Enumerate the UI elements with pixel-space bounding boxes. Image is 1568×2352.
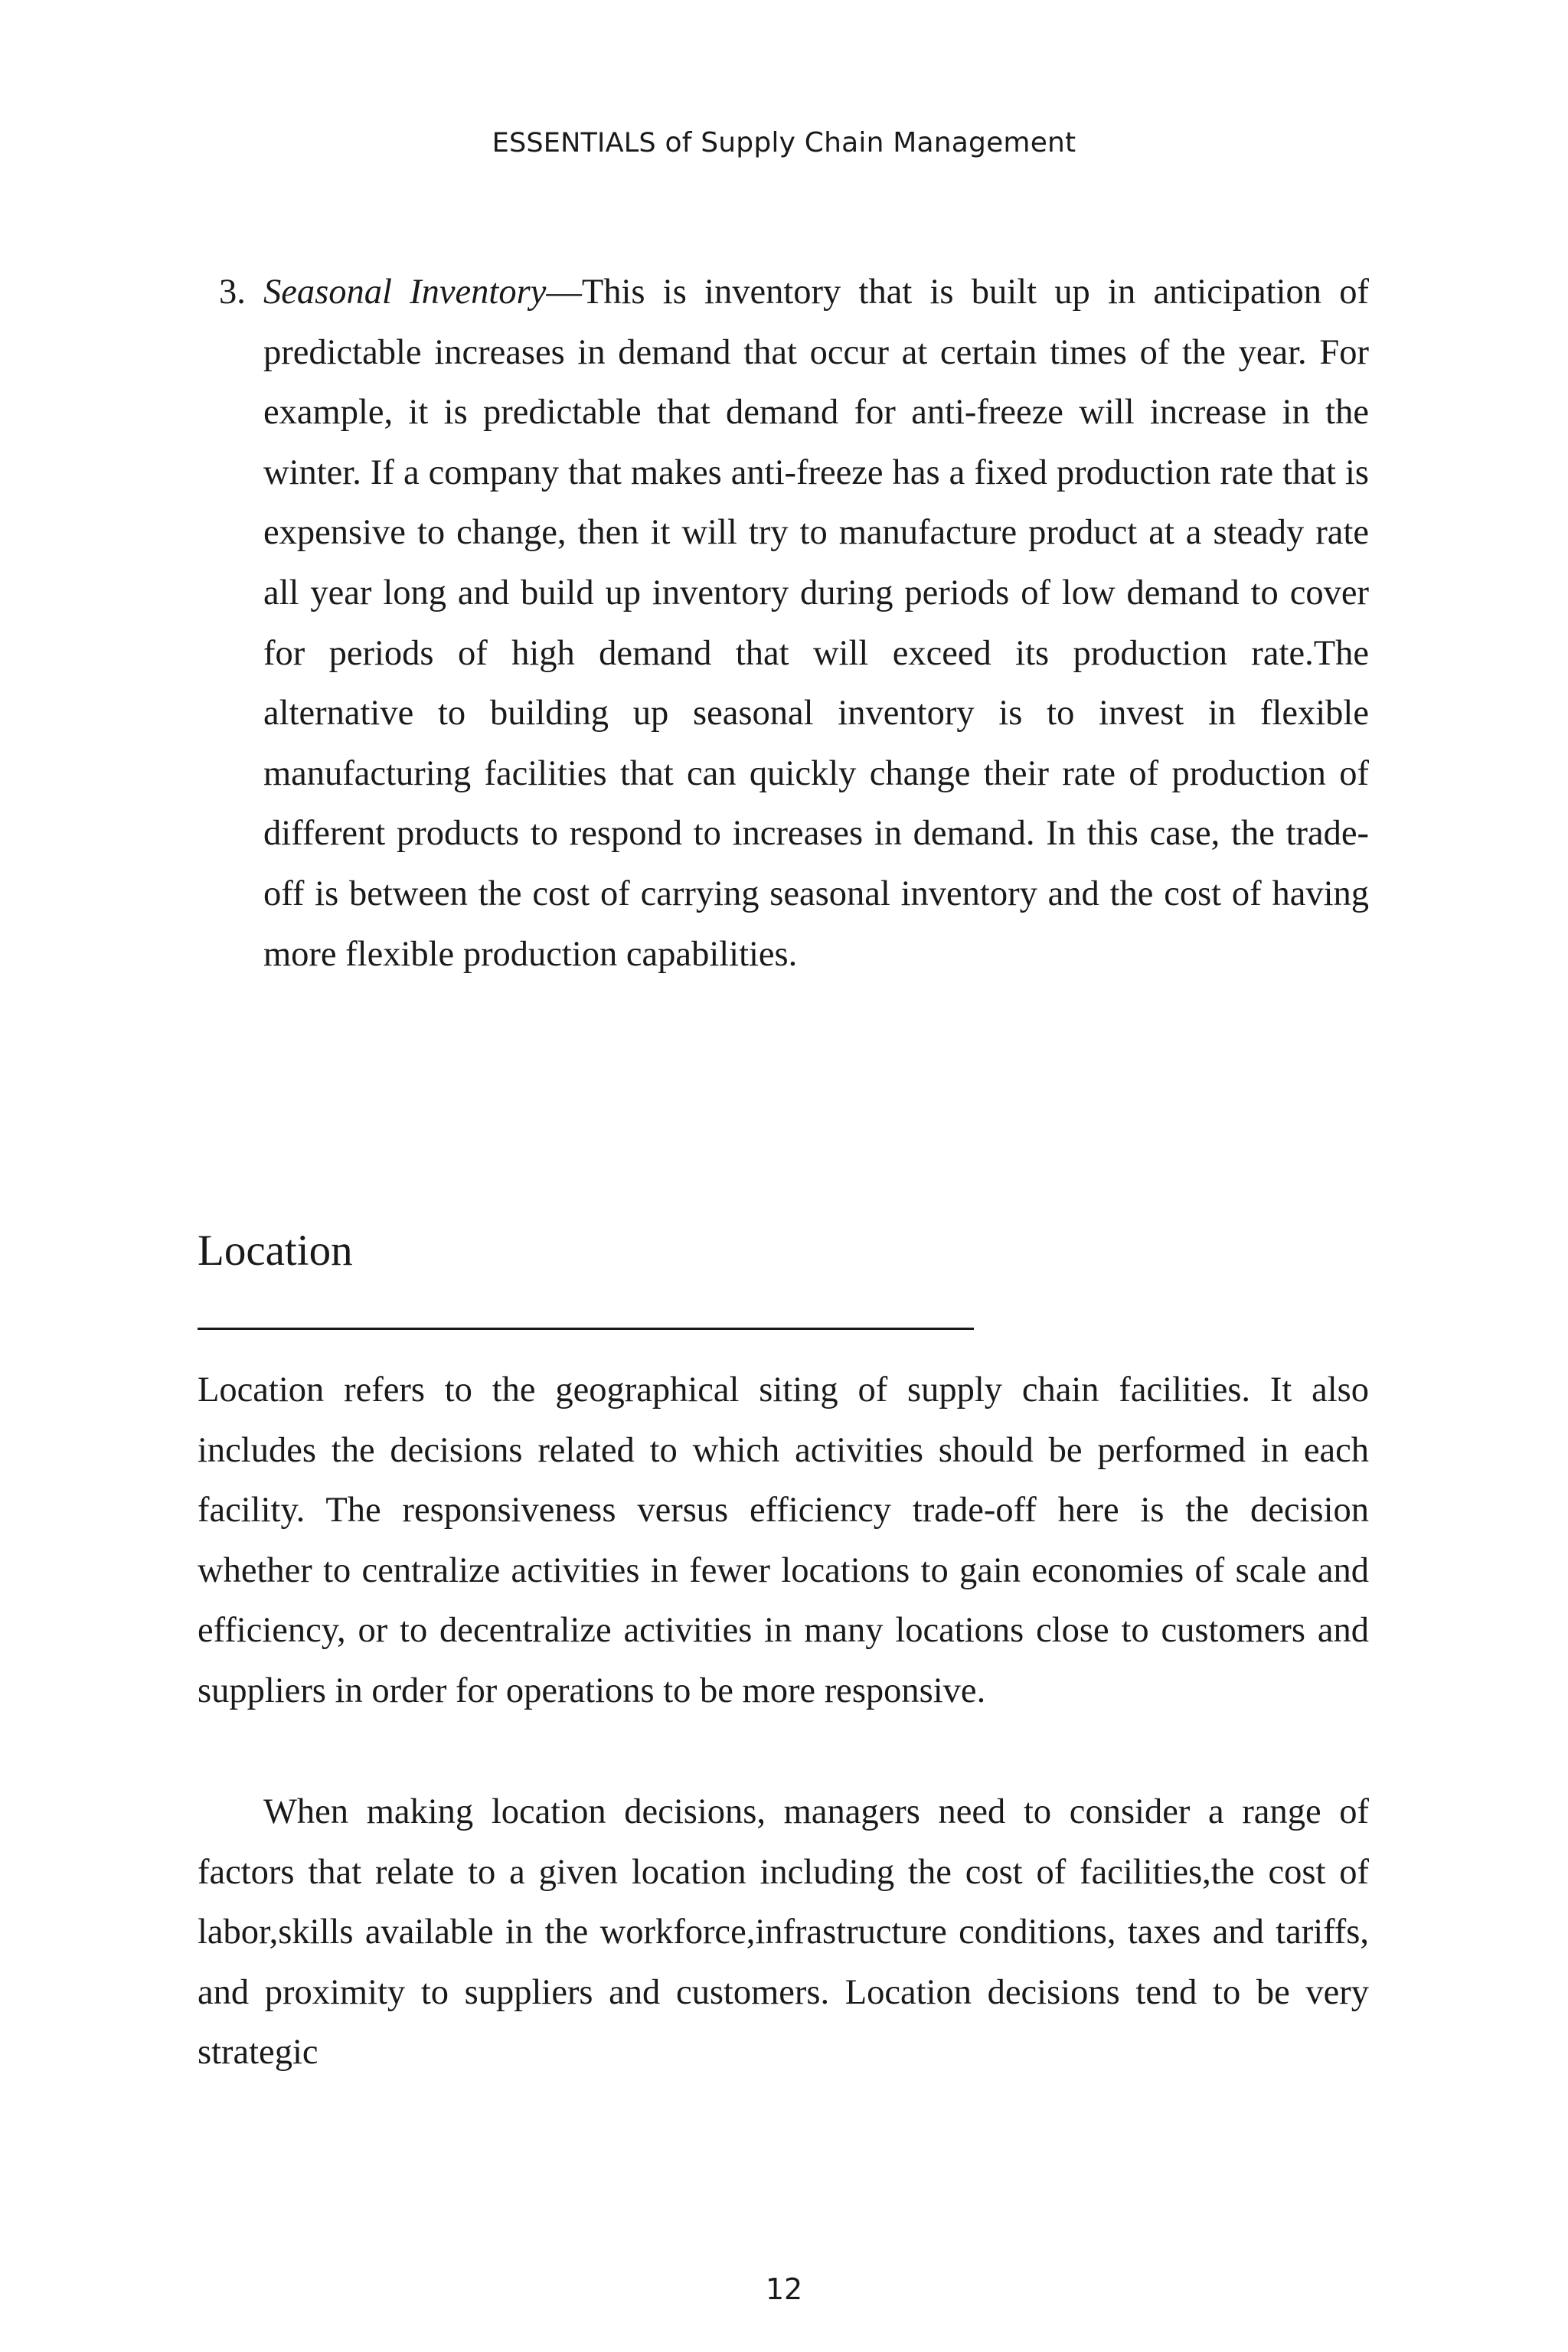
body-paragraph: Location refers to the geographical siting of supply chain facilities. It also includes the decisions related to which activities should be performed in each facility. The responsiveness versus efficiency trade-off here is the decision whether to centralize activities in fewer locations to gain economies of scale and efficiency, or to decentralize activities in many locations close to customers and suppliers in order for operations to be more responsive. [198, 1370, 1369, 1710]
running-header-title: of Supply Chain Management [655, 127, 1076, 158]
list-item-body: —This is inventory that is built up in anticipation of predictable increases in demand that occur at certain times of the year. For example, it is predictable that demand for anti-freeze will increase in the winter. If a company that makes anti-freeze has a fixed production rate that is expensive to change, then it will try to manufacture product at a steady rate all year long and build up inventory during periods of low demand to cover for periods of high demand that will exceed its production rate.The alternative to building up seasonal inventory is to invest in flexible manufacturing facilities that can quickly change their rate of production of different products to respond to increases in demand. In this case, the trade-off is between the cost of carrying seasonal inventory and the cost of having more flexible production capabilities. [263, 273, 1369, 974]
list-item-term: Seasonal Inventory [263, 273, 547, 312]
body-paragraph: When making location decisions, managers need to consider a range of factors that relate to a given location including the cost of facilities,the cost of labor,skills available in the workforce,infrastructure conditions, taxes and tariffs, and proximity to suppliers and customers. Location decisions tend to be very strategic [198, 1792, 1369, 2073]
page-number: 12 [765, 2272, 803, 2306]
section-divider [198, 1328, 974, 1330]
running-header [0, 127, 1568, 158]
section-heading: Location [198, 1227, 353, 1275]
running-header-lead: ESSENTIALS [492, 128, 656, 158]
list-item-number: 3. [219, 273, 246, 312]
list-item-seasonal-inventory [219, 263, 1369, 985]
